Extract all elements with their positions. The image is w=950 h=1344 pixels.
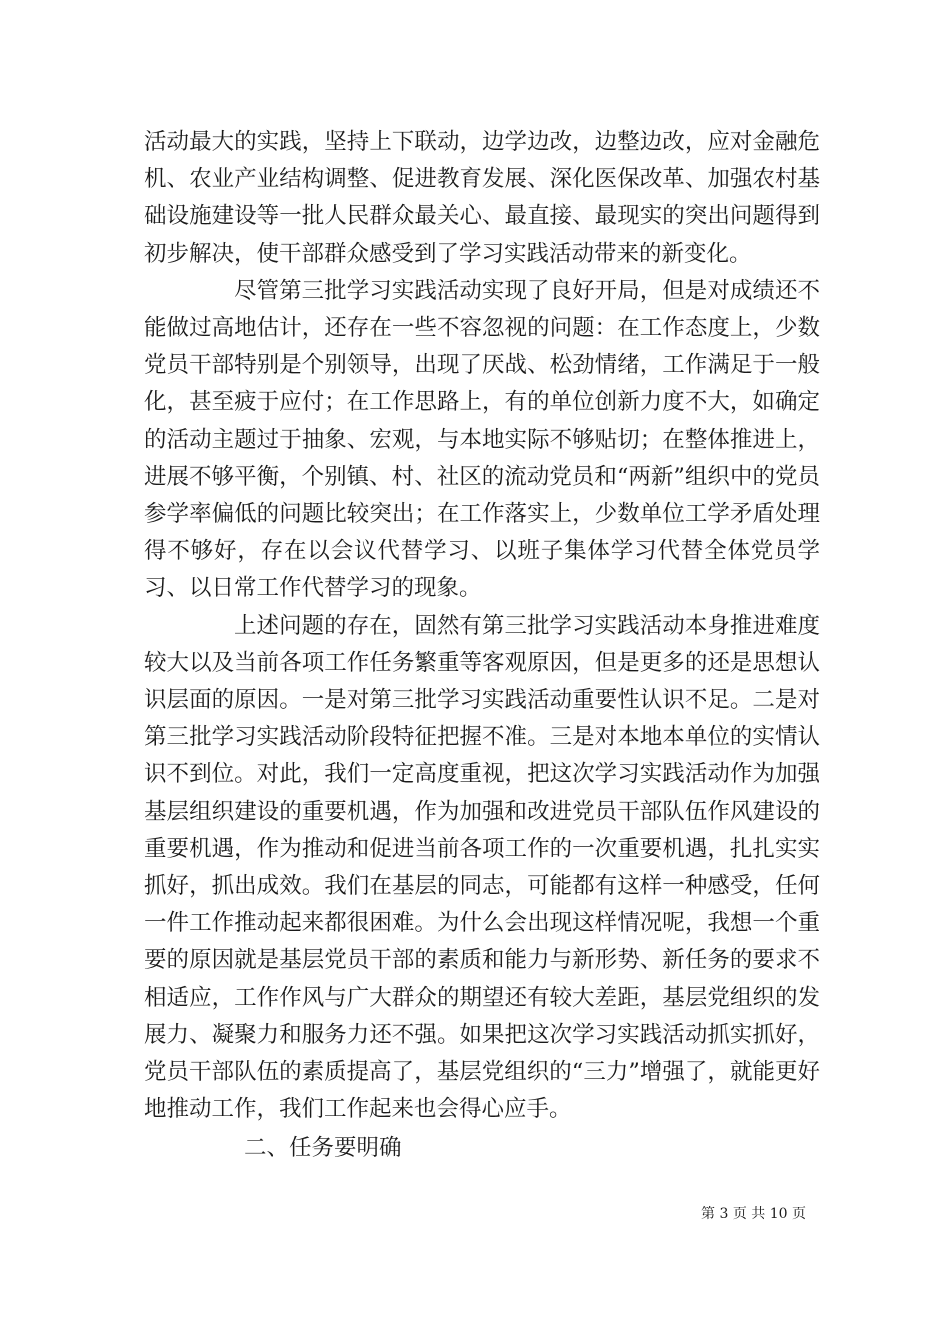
paragraph-continuation: 活动最大的实践，坚持上下联动，边学边改，边整边改，应对金融危机、农业产业结构调整、促进教育发展、深化医保改革、加强农村基础设施建设等一批人民群众最关心、最直接、最现实的突出问题得到初步解决，使干部群众感受到了学习实践活动带来的新变化。 — [144, 129, 820, 267]
document-body — [144, 124, 820, 1168]
page-number-footer: 第 3 页 共 10 页 — [701, 1206, 806, 1222]
paragraph-problems: 尽管第三批学习实践活动实现了良好开局，但是对成绩还不能做过高地估计，还存在一些不容忽视的问题：在工作态度上，少数党员干部特别是个别领导，出现了厌战、松劲情绪，工作满足于一般化，甚至疲于应付；在工作思路上，有的单位创新力度不大，如确定的活动主题过于抽象、宏观，与本地实际不够贴切；在整体推进上，进展不够平衡，个别镇、村、社区的流动党员和“两新”组织中的党员参学率偏低的问题比较突出；在工作落实上，少数单位工学矛盾处理得不够好，存在以会议代替学习、以班子集体学习代替全体党员学习、以日常工作代替学习的现象。 — [144, 277, 820, 602]
section-heading: 二、任务要明确 — [244, 1135, 402, 1162]
paragraph-causes: 上述问题的存在，固然有第三批学习实践活动本身推进难度较大以及当前各项工作任务繁重等客观原因，但是更多的还是思想认识层面的原因。一是对第三批学习实践活动重要性认识不足。二是对第三批学习实践活动阶段特征把握不准。三是对本地本单位的实情认识不到位。对此，我们一定高度重视，把这次学习实践活动作为加强基层组织建设的重要机遇，作为加强和改进党员干部队伍作风建设的重要机遇，作为推动和促进当前各项工作的一次重要机遇，扎扎实实抓好，抓出成效。我们在基层的同志，可能都有这样一种感受，任何一件工作推动起来都很困难。为什么会出现这样情况呢，我想一个重要的原因就是基层党员干部的素质和能力与新形势、新任务的要求不相适应，工作作风与广大群众的期望还有较大差距，基层党组织的发展力、凝聚力和服务力还不强。如果把这次学习实践活动抓实抓好，党员干部队伍的素质提高了，基层党组织的“三力”增强了，就能更好地推动工作，我们工作起来也会得心应手。 — [144, 612, 820, 1123]
